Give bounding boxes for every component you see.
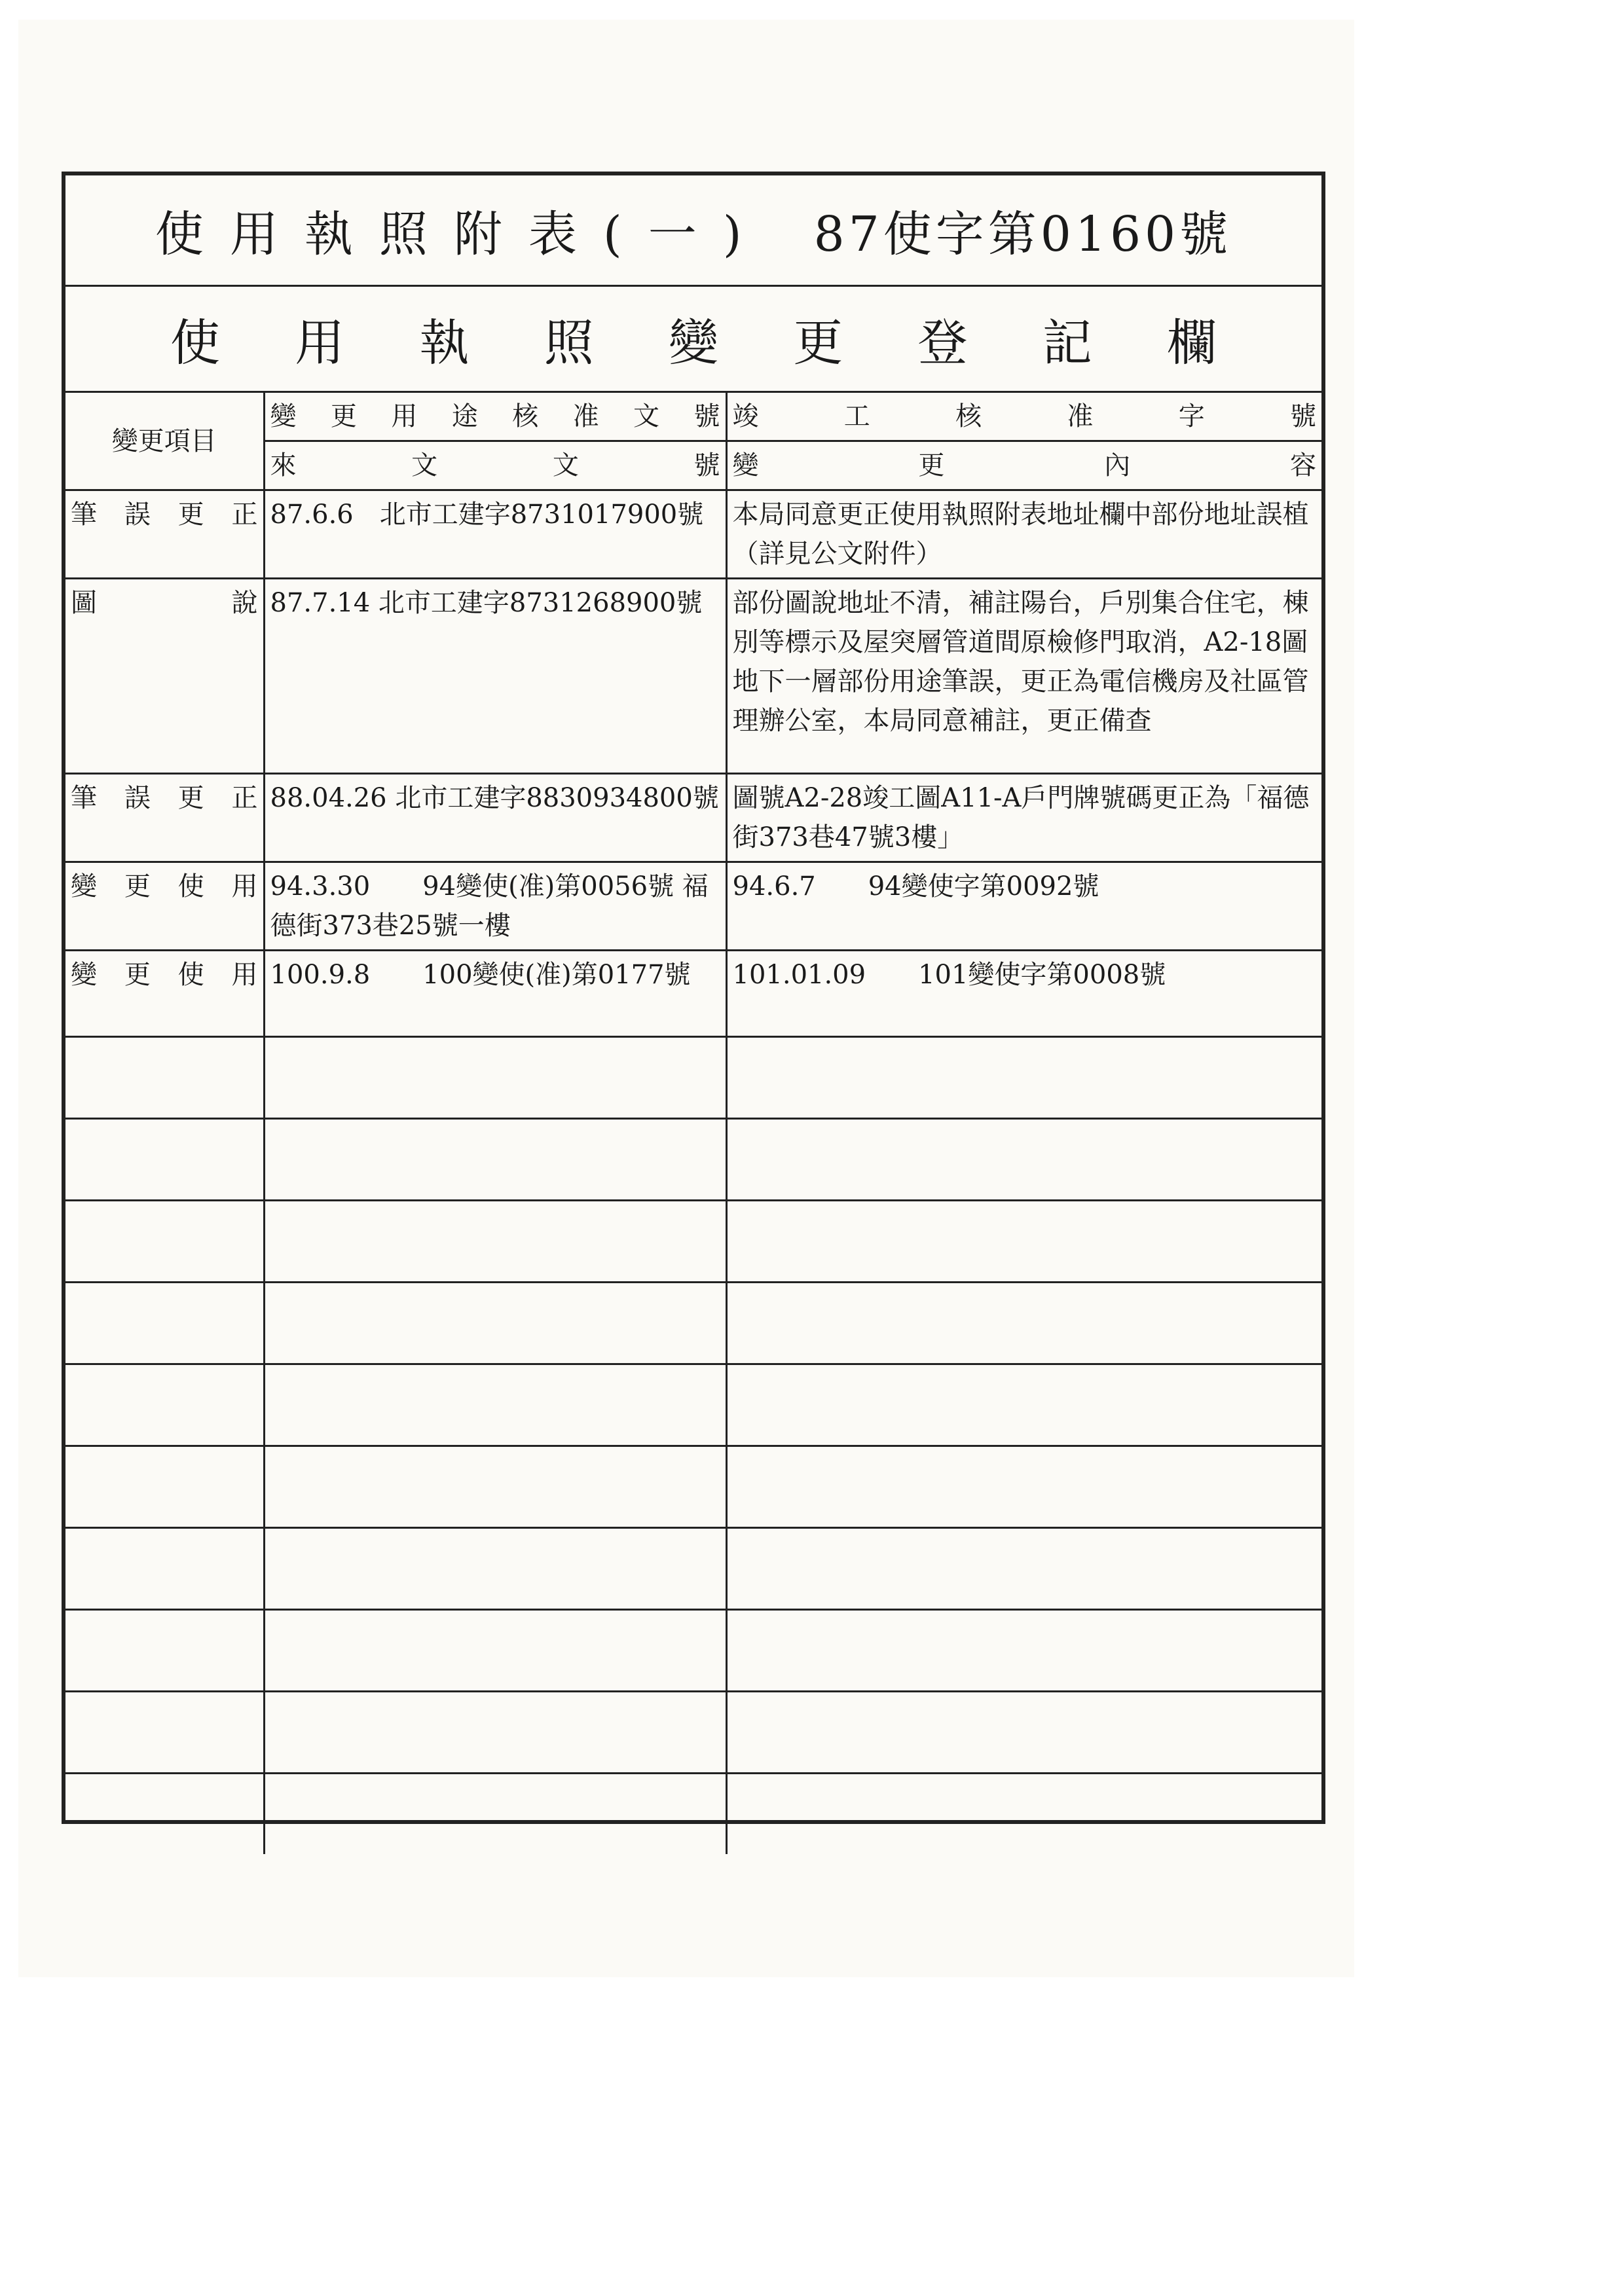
usage-permit-form: [62, 172, 1325, 1824]
empty-row: [65, 1692, 1321, 1774]
header-change-item: 變更項目: [65, 393, 264, 490]
row-approval: 87.7.14 北市工建字8731268900號: [264, 579, 726, 774]
title-main: 使用執照附表(一): [155, 206, 768, 263]
header-approval-doc: 變 更 用 途 核 准 文 號: [264, 393, 726, 441]
header-incoming-doc: 來 文 文 號: [264, 441, 726, 490]
row-item: 圖 說: [65, 579, 264, 774]
row-content: 94.6.7 94變使字第0092號: [726, 862, 1321, 951]
table-row: [65, 490, 1321, 579]
table-row: [65, 862, 1321, 951]
row-item: 變 更 使 用: [65, 951, 264, 1037]
empty-row: [65, 1119, 1321, 1201]
change-registration-table: [65, 393, 1321, 1854]
header-change-content: 變 更 內 容: [726, 441, 1321, 490]
row-content: 圖號A2-28竣工圖A11-A戶門牌號碼更正為「福德街373巷47號3樓」: [726, 774, 1321, 862]
row-approval: 94.3.30 94變使(准)第0056號 福德街373巷25號一樓: [264, 862, 726, 951]
table-row: [65, 774, 1321, 862]
table-row: [65, 951, 1321, 1037]
row-content: 本局同意更正使用執照附表地址欄中部份地址誤植（詳見公文附件）: [726, 490, 1321, 579]
row-item: 筆 誤 更 正: [65, 774, 264, 862]
row-approval: 87.6.6 北市工建字8731017900號: [264, 490, 726, 579]
row-item: 變 更 使 用: [65, 862, 264, 951]
row-content: 101.01.09 101變使字第0008號: [726, 951, 1321, 1037]
header-row-1: [65, 393, 1321, 441]
title-number: 87使字第0160號: [813, 206, 1232, 263]
form-title: [65, 175, 1321, 287]
row-approval: 88.04.26 北市工建字8830934800號: [264, 774, 726, 862]
empty-row: [65, 1774, 1321, 1855]
form-subtitle: 使 用 執 照 變 更 登 記 欄: [65, 287, 1321, 393]
empty-row: [65, 1283, 1321, 1364]
empty-row: [65, 1528, 1321, 1610]
row-item: 筆 誤 更 正: [65, 490, 264, 579]
row-approval: 100.9.8 100變使(准)第0177號: [264, 951, 726, 1037]
table-row: [65, 579, 1321, 774]
empty-row: [65, 1037, 1321, 1119]
row-content: 部份圖說地址不清，補註陽台，戶別集合住宅，棟別等標示及屋突層管道間原檢修門取消，A2-18圖地下一層部份用途筆誤，更正為電信機房及社區管理辦公室，本局同意補註，更正備查: [726, 579, 1321, 774]
empty-row: [65, 1364, 1321, 1446]
header-completion-no: 竣 工 核 准 字 號: [726, 393, 1321, 441]
empty-row: [65, 1446, 1321, 1528]
empty-row: [65, 1201, 1321, 1283]
empty-row: [65, 1610, 1321, 1692]
